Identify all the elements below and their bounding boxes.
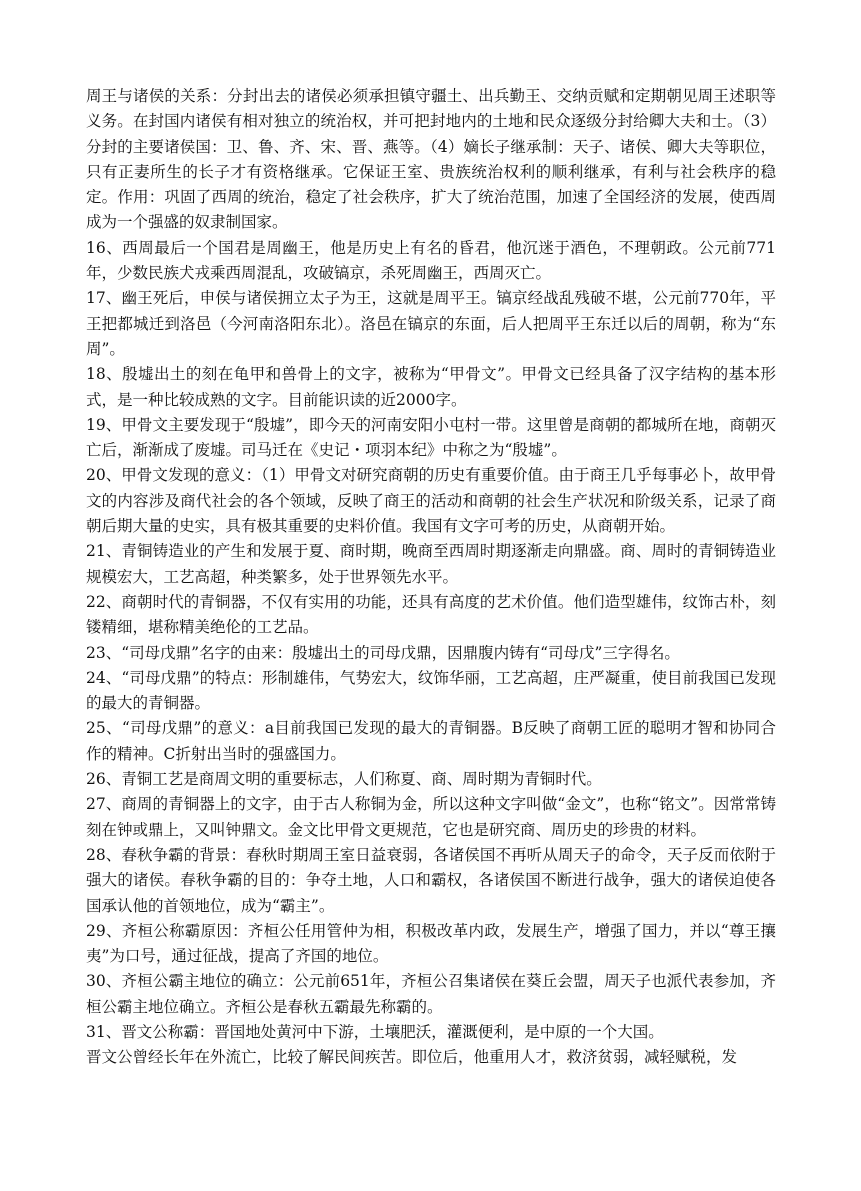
paragraph-19: 19、甲骨文主要发现于“殷墟”，即今天的河南安阳小屯村一带。这里曾是商朝的都城所在地，商朝灭亡后，渐渐成了废墟。司马迁在《史记・项羽本纪》中称之为“殷墟”。: [86, 415, 776, 460]
paragraph-29: 29、齐桓公称霸原因：齐桓公任用管仲为相，积极改革内政，发展生产，增强了国力，并以“尊王攘夷”为口号，通过征战，提高了齐国的地位。: [86, 921, 776, 966]
paragraph-28: 28、春秋争霸的背景：春秋时期周王室日益衰弱，各诸侯国不再听从周天子的命令，天子反而依附于强大的诸侯。春秋争霸的目的：争夺土地，人口和霸权，各诸侯国不断进行战争，强大的诸侯迫使各国承认他的首领地位，成为“霸主”。: [86, 845, 776, 915]
paragraph-intro-zhou-feudal-relations: 周王与诸侯的关系：分封出去的诸侯必须承担镇守疆土、出兵勤王、交纳贡赋和定期朝见周王述职等义务。在封国内诸侯有相对独立的统治权，并可把封地内的土地和民众逐级分封给卿大夫和士。（3）分封的主要诸侯国：卫、鲁、齐、宋、晋、燕等。（4）嫡长子继承制：天子、诸侯、卿大夫等职位，只有正妻所生的长子才有资格继承。它保证王室、贵族统治权利的顺利继承，有利与社会秩序的稳定。作用：巩固了西周的统治，稳定了社会秩序，扩大了统治范围，加速了全国经济的发展，使西周成为一个强盛的奴隶制国家。: [86, 87, 776, 232]
paragraph-21: 21、青铜铸造业的产生和发展于夏、商时期，晚商至西周时期逐渐走向鼎盛。商、周时的青铜铸造业规模宏大，工艺高超，种类繁多，处于世界领先水平。: [86, 542, 776, 586]
paragraph-17: 17、幽王死后，申侯与诸侯拥立太子为王，这就是周平王。镐京经战乱残破不堪，公元前770年，平王把都城迁到洛邑（今河南洛阳东北）。洛邑在镐京的东面，后人把周平王东迁以后的周朝，称为“东周”。: [86, 289, 776, 358]
paragraph-27: 27、商周的青铜器上的文字，由于古人称铜为金，所以这种文字叫做“金文”，也称“铭文”。因常常铸刻在钟或鼎上，又叫钟鼎文。金文比甲骨文更规范，它也是研究商、周历史的珍贵的材料。: [86, 795, 776, 839]
paragraph-23: 23、“司母戊鼎”名字的由来：殷墟出土的司母戊鼎，因鼎腹内铸有“司母戊”三字得名。: [86, 643, 680, 662]
paragraph-24: 24、“司母戊鼎”的特点：形制雄伟，气势宏大，纹饰华丽，工艺高超，庄严凝重，使目前我国已发现的最大的青铜器。: [86, 668, 776, 713]
paragraph-31-continued: 晋文公曾经长年在外流亡，比较了解民间疾苦。即位后，他重用人才，救济贫弱，减轻赋税，发: [86, 1048, 738, 1067]
paragraph-26: 26、青铜工艺是商周文明的重要标志，人们称夏、商、周时期为青铜时代。: [86, 770, 602, 789]
paragraph-22: 22、商朝时代的青铜器，不仅有实用的功能，还具有高度的艺术价值。他们造型雄伟，纹饰古朴，刻镂精细，堪称精美绝伦的工艺品。: [86, 592, 776, 637]
document-body: [86, 84, 776, 1071]
paragraph-30: 30、齐桓公霸主地位的确立：公元前651年，齐桓公召集诸侯在葵丘会盟，周天子也派代表参加，齐桓公霸主地位确立。齐桓公是春秋五霸最先称霸的。: [86, 972, 776, 1016]
paragraph-20: 20、甲骨文发现的意义：（1）甲骨文对研究商朝的历史有重要价值。由于商王几乎每事必卜，故甲骨文的内容涉及商代社会的各个领域，反映了商王的活动和商朝的社会生产状况和阶级关系，记录了商朝后期大量的史实，具有极其重要的史料价值。我国有文字可考的历史，从商朝开始。: [86, 466, 776, 536]
paragraph-25: 25、“司母戊鼎”的意义：a目前我国已发现的最大的青铜器。B反映了商朝工匠的聪明才智和协同合作的精神。C折射出当时的强盛国力。: [86, 719, 776, 763]
paragraph-16: 16、西周最后一个国君是周幽王，他是历史上有名的昏君，他沉迷于酒色，不理朝政。公元前771年，少数民族犬戎乘西周混乱，攻破镐京，杀死周幽王，西周灭亡。: [86, 238, 776, 283]
paragraph-31: 31、晋文公称霸：晋国地处黄河中下游，土壤肥沃，灌溉便利，是中原的一个大国。: [86, 1022, 664, 1041]
paragraph-18: 18、殷墟出土的刻在龟甲和兽骨上的文字，被称为“甲骨文”。甲骨文已经具备了汉字结构的基本形式，是一种比较成熟的文字。目前能识读的近2000字。: [86, 365, 776, 409]
